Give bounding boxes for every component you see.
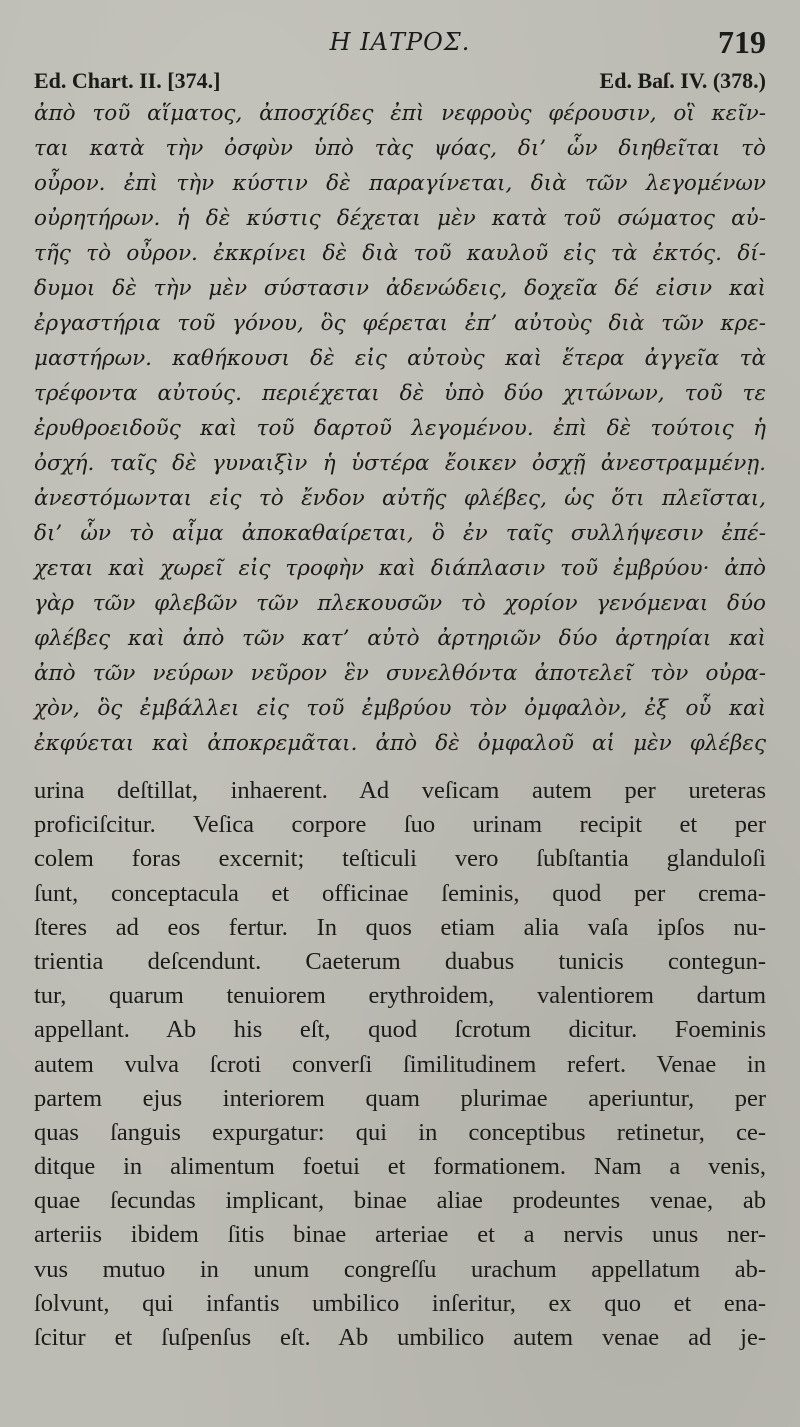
greek-line: ὀσχή. ταῖς δὲ γυναιξὶν ἡ ὑστέρα ἔοικεν ὀσχῇ ἀνεστραμμένῃ. (34, 451, 766, 476)
latin-line: quas ſanguis expurgatur: qui in conceptibus retinetur, ce- (34, 1118, 766, 1146)
latin-line: quae ſecundas implicant, binae aliae prodeuntes venae, ab (34, 1187, 766, 1215)
latin-line: ditque in alimentum foetui et formationem. Nam a venis, (34, 1153, 766, 1181)
latin-line: ſcitur et ſuſpenſus eſt. Ab umbilico autem venae ad je- (34, 1324, 766, 1351)
latin-line: tur, quarum tenuiorem erythroidem, valentiorem dartum (34, 982, 766, 1010)
edition-reference-right: Ed. Baſ. IV. (378.) (599, 68, 766, 93)
greek-line: οὐρητήρων. ἡ δὲ κύστις δέχεται μὲν κατὰ τοῦ σώματος αὐ- (34, 206, 766, 231)
latin-line: trientia deſcendunt. Caeterum duabus tunicis contegun- (34, 947, 766, 975)
latin-line: ſunt, conceptacula et officinae ſeminis, quod per crema- (34, 879, 766, 907)
greek-line: ἐκφύεται καὶ ἀποκρεμᾶται. ἀπὸ δὲ ὀμφαλοῦ αἱ μὲν φλέβες (34, 731, 766, 756)
latin-line: proficiſcitur. Veſica corpore ſuo urinam recipit et per (34, 811, 766, 839)
greek-text-block (34, 96, 766, 761)
latin-text-block (34, 774, 766, 1355)
latin-line: colem foras excernit; teſticuli vero ſubſtantia glanduloſi (34, 845, 766, 873)
greek-line: ται κατὰ τὴν ὀσφὺν ὑπὸ τὰς ψόας, δι’ ὧν διηθεῖται τὸ (34, 136, 766, 161)
page-number: 719 (718, 24, 766, 60)
greek-line: ἀνεστόμωνται εἰς τὸ ἔνδον αὐτῆς φλέβες, ὡς ὅτι πλεῖσται, (34, 486, 766, 511)
greek-line: χεται καὶ χωρεῖ εἰς τροφὴν καὶ διάπλασιν τοῦ ἐμβρύου· ἀπὸ (34, 556, 766, 581)
latin-line: appellant. Ab his eſt, quod ſcrotum dicitur. Foeminis (34, 1016, 766, 1044)
latin-line: ſteres ad eos fertur. In quos etiam alia vaſa ipſos nu- (34, 913, 766, 941)
greek-line: οὖρον. ἐπὶ τὴν κύστιν δὲ παραγίνεται, διὰ τῶν λεγομένων (34, 171, 766, 196)
greek-line: ἀπὸ τοῦ αἵματος, ἀποσχίδες ἐπὶ νεφροὺς φέρουσιν, οἳ κεῖν- (34, 101, 766, 126)
greek-line: ἐργαστήρια τοῦ γόνου, ὃς φέρεται ἐπ’ αὐτοὺς διὰ τῶν κρε- (34, 311, 766, 336)
latin-line: autem vulva ſcroti converſi ſimilitudinem refert. Venae in (34, 1050, 766, 1078)
latin-line: partem ejus interiorem quam plurimae aperiuntur, per (34, 1084, 766, 1112)
greek-line: φλέβες καὶ ἀπὸ τῶν κατ’ αὐτὸ ἀρτηριῶν δύο ἀρτηρίαι καὶ (34, 626, 766, 651)
running-title: Η ΙΑΤΡΟΣ. (329, 28, 471, 56)
latin-line: vus mutuo in unum congreſſu urachum appellatum ab- (34, 1255, 766, 1283)
greek-line: δυμοι δὲ τὴν μὲν σύστασιν ἀδενώδεις, δοχεῖα δέ εἰσιν καὶ (34, 276, 766, 301)
edition-reference-left: Ed. Chart. II. [374.] (34, 68, 221, 93)
greek-line: τρέφοντα αὐτούς. περιέχεται δὲ ὑπὸ δύο χιτώνων, τοῦ τε (34, 381, 766, 406)
latin-line: ſolvunt, qui infantis umbilico inſeritur, ex quo et ena- (34, 1289, 766, 1317)
greek-line: γὰρ τῶν φλεβῶν τῶν πλεκουσῶν τὸ χορίον γενόμεναι δύο (34, 591, 766, 616)
greek-line: ἀπὸ τῶν νεύρων νεῦρον ἓν συνελθόντα ἀποτελεῖ τὸν οὐρα- (34, 661, 766, 686)
greek-line: τῆς τὸ οὖρον. ἐκκρίνει δὲ διὰ τοῦ καυλοῦ εἰς τὰ ἐκτός. δί- (34, 241, 766, 266)
latin-line: urina deſtillat, inhaerent. Ad veſicam autem per ureteras (34, 777, 766, 804)
greek-line: μαστήρων. καθήκουσι δὲ εἰς αὐτοὺς καὶ ἕτερα ἀγγεῖα τὰ (34, 346, 766, 371)
greek-line: ἐρυθροειδοῦς καὶ τοῦ δαρτοῦ λεγομένου. ἐπὶ δὲ τούτοις ἡ (34, 416, 766, 441)
greek-line: δι’ ὧν τὸ αἷμα ἀποκαθαίρεται, ὃ ἐν ταῖς συλλήψεσιν ἐπέ- (34, 521, 766, 546)
greek-line: χὸν, ὃς ἐμβάλλει εἰς τοῦ ἐμβρύου τὸν ὀμφαλὸν, ἐξ οὗ καὶ (34, 696, 766, 721)
latin-line: arteriis ibidem ſitis binae arteriae et a nervis unus ner- (34, 1221, 766, 1249)
